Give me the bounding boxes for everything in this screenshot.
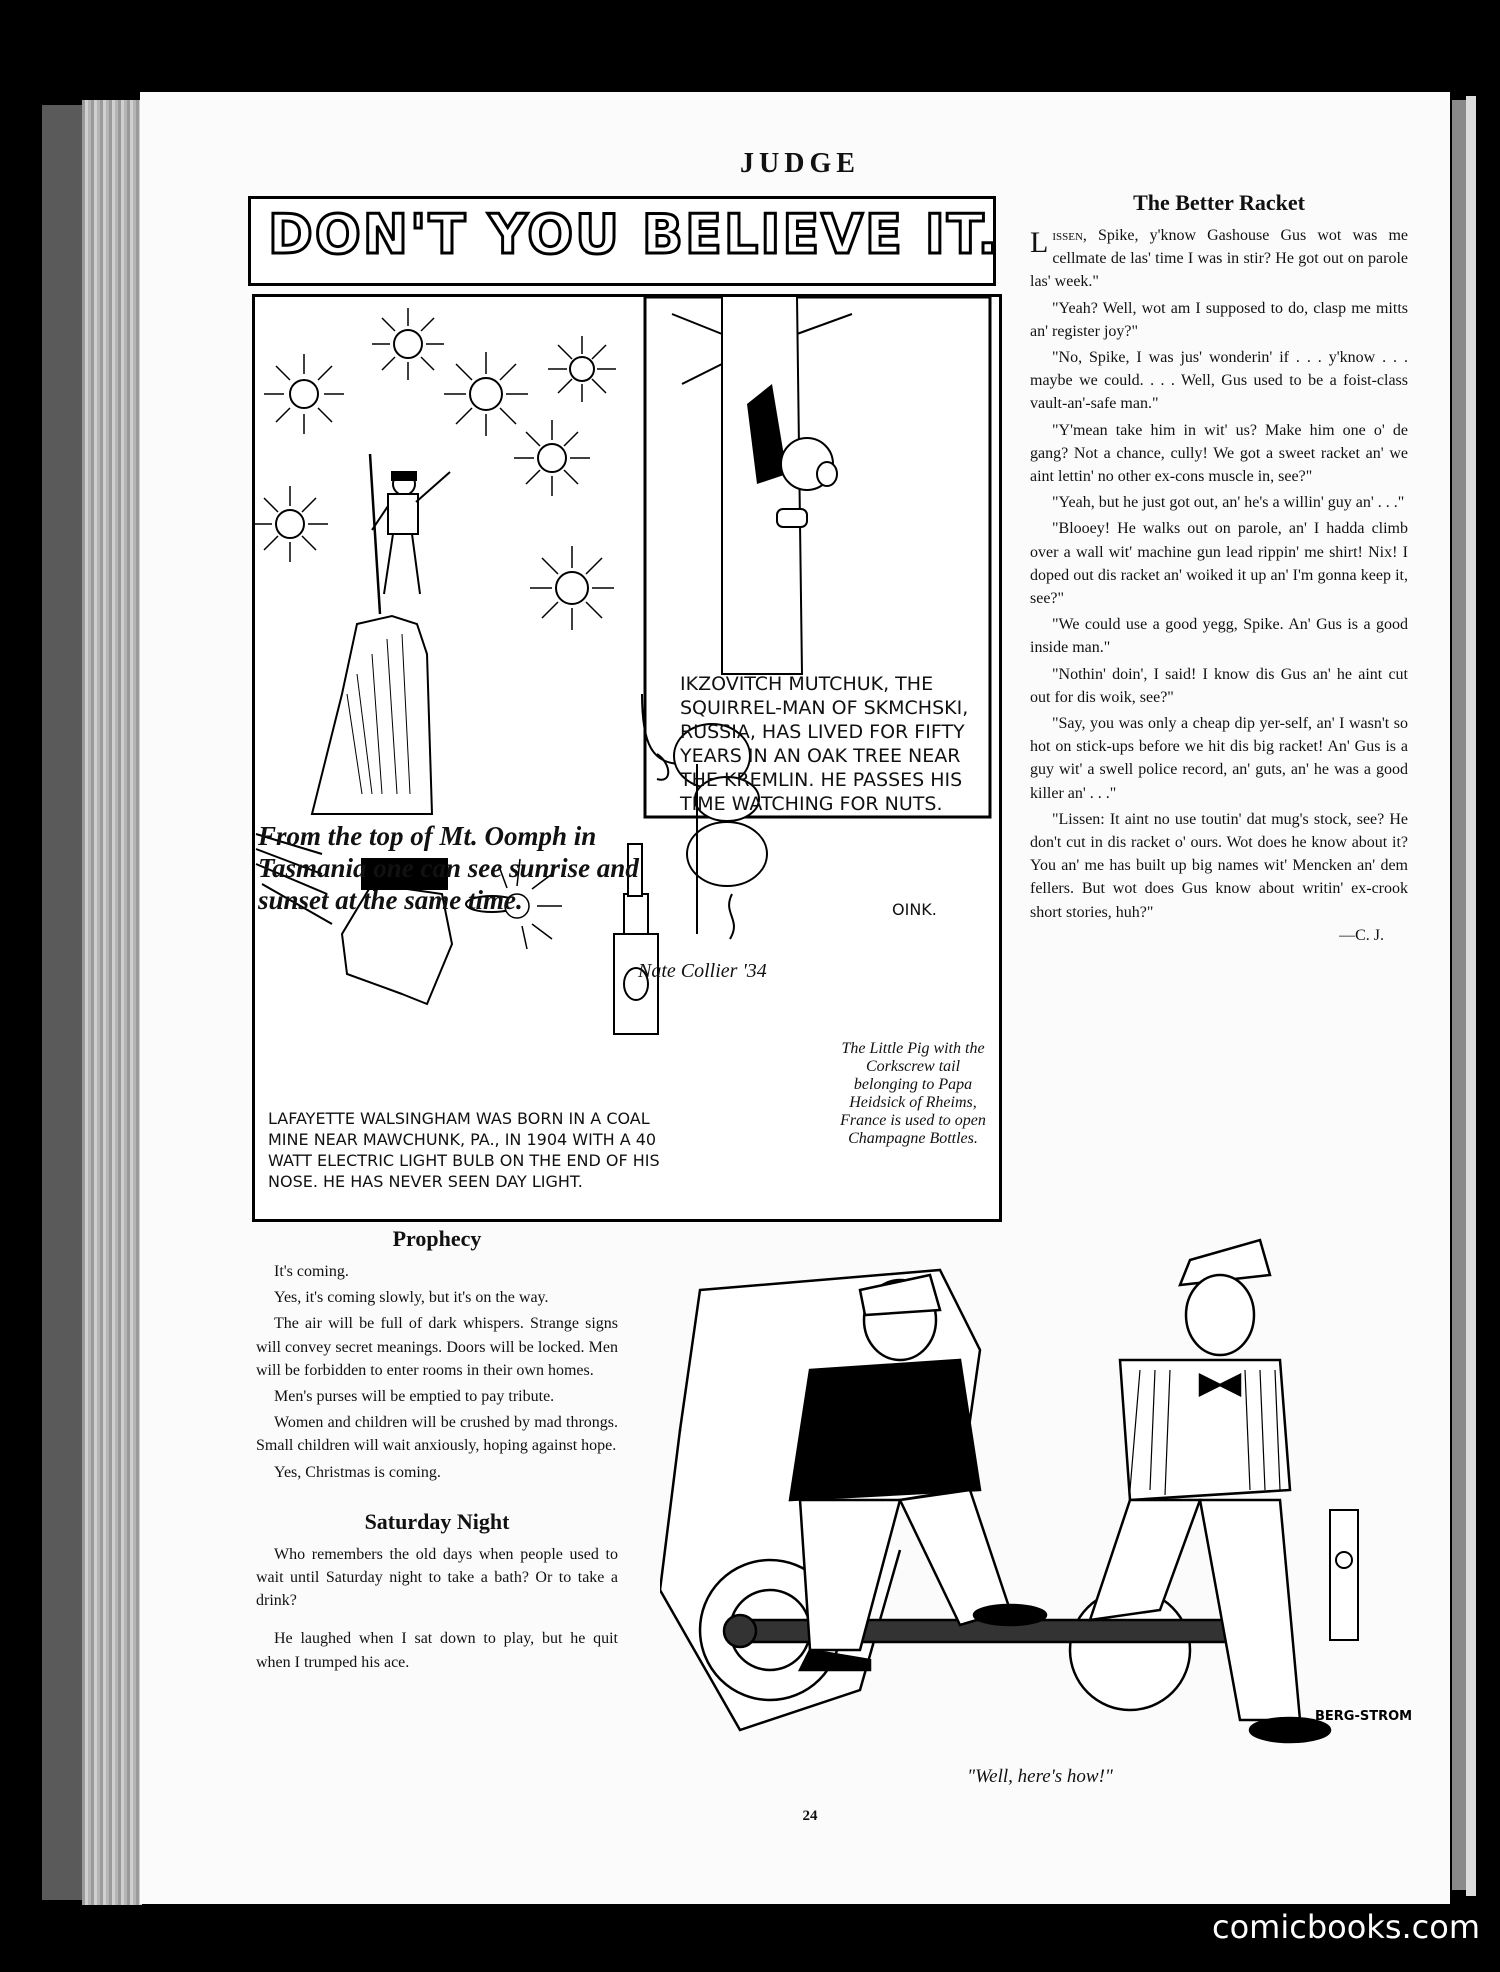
oink-label: OINK. bbox=[892, 900, 937, 919]
climber-figure bbox=[370, 454, 450, 614]
hitching-post bbox=[1330, 1510, 1358, 1640]
article-paragraph: "We could use a good yegg, Spike. An' Gus is a good inside man." bbox=[1030, 616, 1408, 657]
sun-icon bbox=[548, 336, 616, 402]
artist-signature: Nate Collier '34 bbox=[638, 960, 767, 982]
article-byline: —C. J. bbox=[1339, 926, 1384, 944]
sun-icon bbox=[514, 420, 590, 496]
cartoonist-signature: BERG-STROM bbox=[1315, 1709, 1413, 1724]
article-paragraph: "Say, you was only a cheap dip yer-self, an' I wasn't so hot on stick-ups before we hit dis big racket! An' Gus is a guy wit' a swell police record, an' guts, an' he was a good killer an' . . ." bbox=[1030, 715, 1408, 802]
article-paragraph: "Blooey! He walks out on parole, an' I hadda climb over a wall wit' machine gun lead rippin' me shirt! Nix! I doped out dis racket an' woiked it up an' I'm gonna keep it, see?" bbox=[1030, 520, 1408, 608]
article-paragraph: "Yeah, but he just got out, an' he's a willin' guy an' . . ." bbox=[1052, 494, 1405, 512]
pig-caption: The Little Pig with the Corkscrew tail belonging to Papa Heidsick of Rheims, France is used to open Champagne Bottles. bbox=[840, 1040, 986, 1147]
left-column bbox=[256, 1226, 618, 1677]
right-page-edge bbox=[1452, 100, 1466, 1890]
sun-icon bbox=[264, 354, 344, 434]
article-paragraph: "No, Spike, I was jus' wonderin' if . . . y'know . . . maybe we could. . . . Well, Gus used to be a foist-class vault-an'-safe man." bbox=[1030, 349, 1408, 413]
book-spine bbox=[42, 105, 82, 1900]
cartoon-caption: "Well, here's how!" bbox=[967, 1766, 1113, 1787]
prophecy-paragraph: Yes, Christmas is coming. bbox=[274, 1463, 441, 1481]
prophecy-paragraph: It's coming. bbox=[274, 1263, 349, 1280]
article-title: The Better Racket bbox=[1133, 190, 1305, 215]
mt-oomph-caption: From the top of Mt. Oomph in Tasmania one can see sunrise and sunset at the same time. bbox=[258, 821, 639, 915]
cartoon-illustration bbox=[660, 1230, 1420, 1760]
first-word: issen, bbox=[1052, 227, 1087, 244]
squirrel-man-caption: IKZOVITCH MUTCHUK, THE SQUIRREL-MAN OF SKMCHSKI, RUSSIA, HAS LIVED FOR FIFTY YEARS IN AN OAK TREE NEAR THE KREMLIN. HE PASSES HIS TIME WATCHING FOR NUTS. bbox=[680, 673, 969, 815]
joke-paragraph: He laughed when I sat down to play, but he quit when I trumped his ace. bbox=[256, 1630, 618, 1671]
sun-icon bbox=[372, 308, 444, 380]
oak-tree-trunk bbox=[722, 297, 802, 674]
article-paragraph: "Nothin' doin', I said! I know dis Gus an' he aint cut out for dis woik, see?" bbox=[1030, 665, 1408, 706]
saturday-title: Saturday Night bbox=[364, 1508, 510, 1534]
prophecy-paragraph: Men's purses will be emptied to pay tribute. bbox=[274, 1388, 555, 1406]
lafayette-caption: LAFAYETTE WALSINGHAM WAS BORN IN A COAL MINE NEAR MAWCHUNK, PA., IN 1904 WITH A 40 WATT ELECTRIC LIGHT BULB ON THE END OF HIS NOSE. HE HAS NEVER SEEN DAY LIGHT. bbox=[268, 1109, 660, 1191]
page-number: 24 bbox=[802, 1808, 818, 1824]
prophecy-paragraph: Yes, it's coming slowly, but it's on the way. bbox=[274, 1289, 549, 1307]
paragraph-text: Spike, y'know Gashouse Gus wot was me cellmate de las' time I was in stir? He got out on parole las' week." bbox=[1030, 227, 1408, 291]
prophecy-paragraph: Women and children will be crushed by mad throngs. Small children will wait anxiously, hoping against hope. bbox=[256, 1414, 618, 1455]
better-racket-article bbox=[1030, 190, 1408, 945]
article-paragraph: "Yeah? Well, wot am I supposed to do, clasp me mitts an' register joy?" bbox=[1030, 299, 1408, 340]
feature-title: DON'T YOU BELIEVE IT. bbox=[268, 203, 1000, 266]
running-head: JUDGE bbox=[740, 148, 860, 179]
spacer bbox=[256, 1615, 618, 1627]
mountain-peak bbox=[312, 616, 432, 814]
page-edges bbox=[82, 100, 142, 1905]
spacer bbox=[256, 1487, 618, 1509]
drop-cap: L bbox=[1030, 226, 1049, 259]
article-paragraph bbox=[1030, 224, 1408, 294]
sun-icon bbox=[530, 546, 614, 630]
saturday-paragraph: Who remembers the old days when people used to wait until Saturday night to take a bath? Or to take a drink? bbox=[256, 1545, 618, 1610]
watermark: comicbooks.com bbox=[1211, 1908, 1480, 1946]
article-paragraph: "Y'mean take him in wit' us? Make him one o' de gang? Not a chance, cully! We got a sweet racket an' we aint lettin' no other ex-cons muscle in, see?" bbox=[1030, 421, 1408, 486]
sun-icon bbox=[444, 352, 528, 436]
article-paragraph: "Lissen: It aint no use toutin' dat mug's stock, see? He don't cut in dis racket o' ours. Wot does he know about it? You an' me has built up big names wit' Mencken an' dem fellers. But wot does Gus know about writin' ex-crook short stories, huh?" bbox=[1030, 810, 1408, 921]
prophecy-title: Prophecy bbox=[392, 1226, 482, 1251]
right-page-strip bbox=[1466, 96, 1476, 1896]
prophecy-paragraph: The air will be full of dark whispers. Strange signs will convey secret meanings. Doors will be locked. Men will be forbidden to enter rooms in their own homes. bbox=[256, 1315, 618, 1379]
sun-icon bbox=[254, 486, 328, 562]
